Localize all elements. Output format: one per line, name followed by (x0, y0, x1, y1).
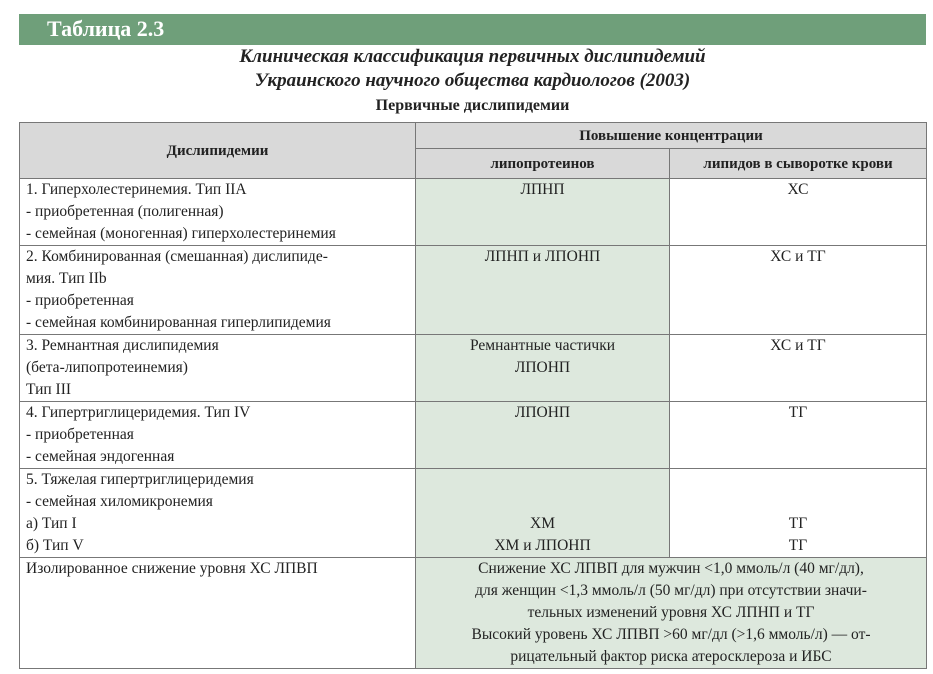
cell-line: 4. Гипертриглицеридемия. Тип IV (26, 404, 251, 421)
cell-line (674, 469, 922, 491)
row4-lipoproteins (416, 402, 670, 469)
cell-line: ЛПНП (520, 181, 565, 198)
cell-line: Высокий уровень ХС ЛПВП >60 мг/дл (>1,6 ммоль/л) — от- (471, 626, 871, 643)
cell-line: ХС и ТГ (770, 248, 826, 265)
header-concentration-increase: Повышение концентрации (416, 123, 927, 149)
cell-line: 1. Гиперхолестеринемия. Тип IIA (26, 181, 247, 198)
cell-line: мия. Тип IIb (26, 270, 107, 287)
row1-dyslipidemia (20, 179, 416, 246)
row2-dyslipidemia (20, 246, 416, 335)
cell-line: тельных изменений уровня ХС ЛПНП и ТГ (527, 604, 815, 621)
cell-line: - приобретенная (полигенная) (26, 203, 224, 220)
row4-lipids (670, 402, 927, 469)
cell-line: - семейная эндогенная (26, 448, 175, 465)
table-row (20, 402, 927, 469)
table-number-bar (19, 14, 926, 45)
row6-dyslipidemia (20, 558, 416, 669)
table-title-line1: Клиническая классификация первичных дислипидемий (239, 46, 706, 67)
row5-lipids (670, 469, 927, 558)
cell-line: (бета-липопротеинемия) (26, 359, 188, 376)
header-lipoproteins: липопротеинов (416, 149, 670, 179)
dyslipidemia-table (19, 122, 927, 669)
row5-dyslipidemia (20, 469, 416, 558)
cell-line: ХС и ТГ (770, 337, 826, 354)
cell-line: ТГ (788, 404, 808, 421)
cell-line: ХМ (530, 515, 555, 532)
row1-lipoproteins (416, 179, 670, 246)
cell-line: Тип III (26, 381, 72, 398)
header-dyslipidemias: Дислипидемии (20, 123, 416, 179)
cell-line: ЛПОНП (514, 404, 571, 421)
table-row (20, 558, 927, 669)
cell-line (420, 491, 665, 513)
cell-line: ТГ (788, 537, 808, 554)
table-row (20, 335, 927, 402)
header-serum-lipids: липидов в сыворотке крови (670, 149, 927, 179)
row3-dyslipidemia (20, 335, 416, 402)
cell-line: б) Тип V (26, 537, 84, 554)
cell-line: - приобретенная (26, 426, 134, 443)
cell-line: Ремнантные частички (469, 337, 616, 354)
cell-line: 3. Ремнантная дислипидемия (26, 337, 219, 354)
cell-line (674, 491, 922, 513)
cell-line: - семейная хиломикронемия (26, 493, 213, 510)
cell-line: 5. Тяжелая гипертриглицеридемия (26, 471, 254, 488)
row2-lipids (670, 246, 927, 335)
cell-line: а) Тип I (26, 515, 77, 532)
cell-line: - семейная комбинированная гиперлипидемия (26, 314, 331, 331)
row1-lipids (670, 179, 927, 246)
cell-line: для женщин <1,3 ммоль/л (50 мг/дл) при отсутствии значи- (475, 582, 867, 599)
row2-lipoproteins (416, 246, 670, 335)
cell-line: ЛПОНП (514, 359, 571, 376)
table-number-label: Таблица 2.3 (47, 16, 165, 41)
cell-line (420, 469, 665, 491)
cell-line: Изолированное снижение уровня ХС ЛПВП (26, 560, 318, 577)
cell-line: ТГ (788, 515, 808, 532)
row3-lipoproteins (416, 335, 670, 402)
table-row (20, 179, 927, 246)
table-title-line2: Украинского научного общества кардиологов (2003) (254, 70, 691, 91)
cell-line: 2. Комбинированная (смешанная) дислипиде- (26, 248, 328, 265)
row5-lipoproteins (416, 469, 670, 558)
row6-description (416, 558, 927, 669)
cell-line: - приобретенная (26, 292, 134, 309)
table-row (20, 469, 927, 558)
row4-dyslipidemia (20, 402, 416, 469)
cell-line: ХС (787, 181, 809, 198)
cell-line: - семейная (моногенная) гиперхолестеринемия (26, 225, 336, 242)
cell-line: ЛПНП и ЛПОНП (484, 248, 601, 265)
cell-line: Снижение ХС ЛПВП для мужчин <1,0 ммоль/л (40 мг/дл), (478, 560, 864, 577)
cell-line: ХМ и ЛПОНП (494, 537, 591, 554)
table-row (20, 246, 927, 335)
table-subtitle: Первичные дислипидемии (375, 97, 570, 114)
row3-lipids (670, 335, 927, 402)
cell-line: рицательный фактор риска атеросклероза и ИБС (510, 648, 832, 665)
